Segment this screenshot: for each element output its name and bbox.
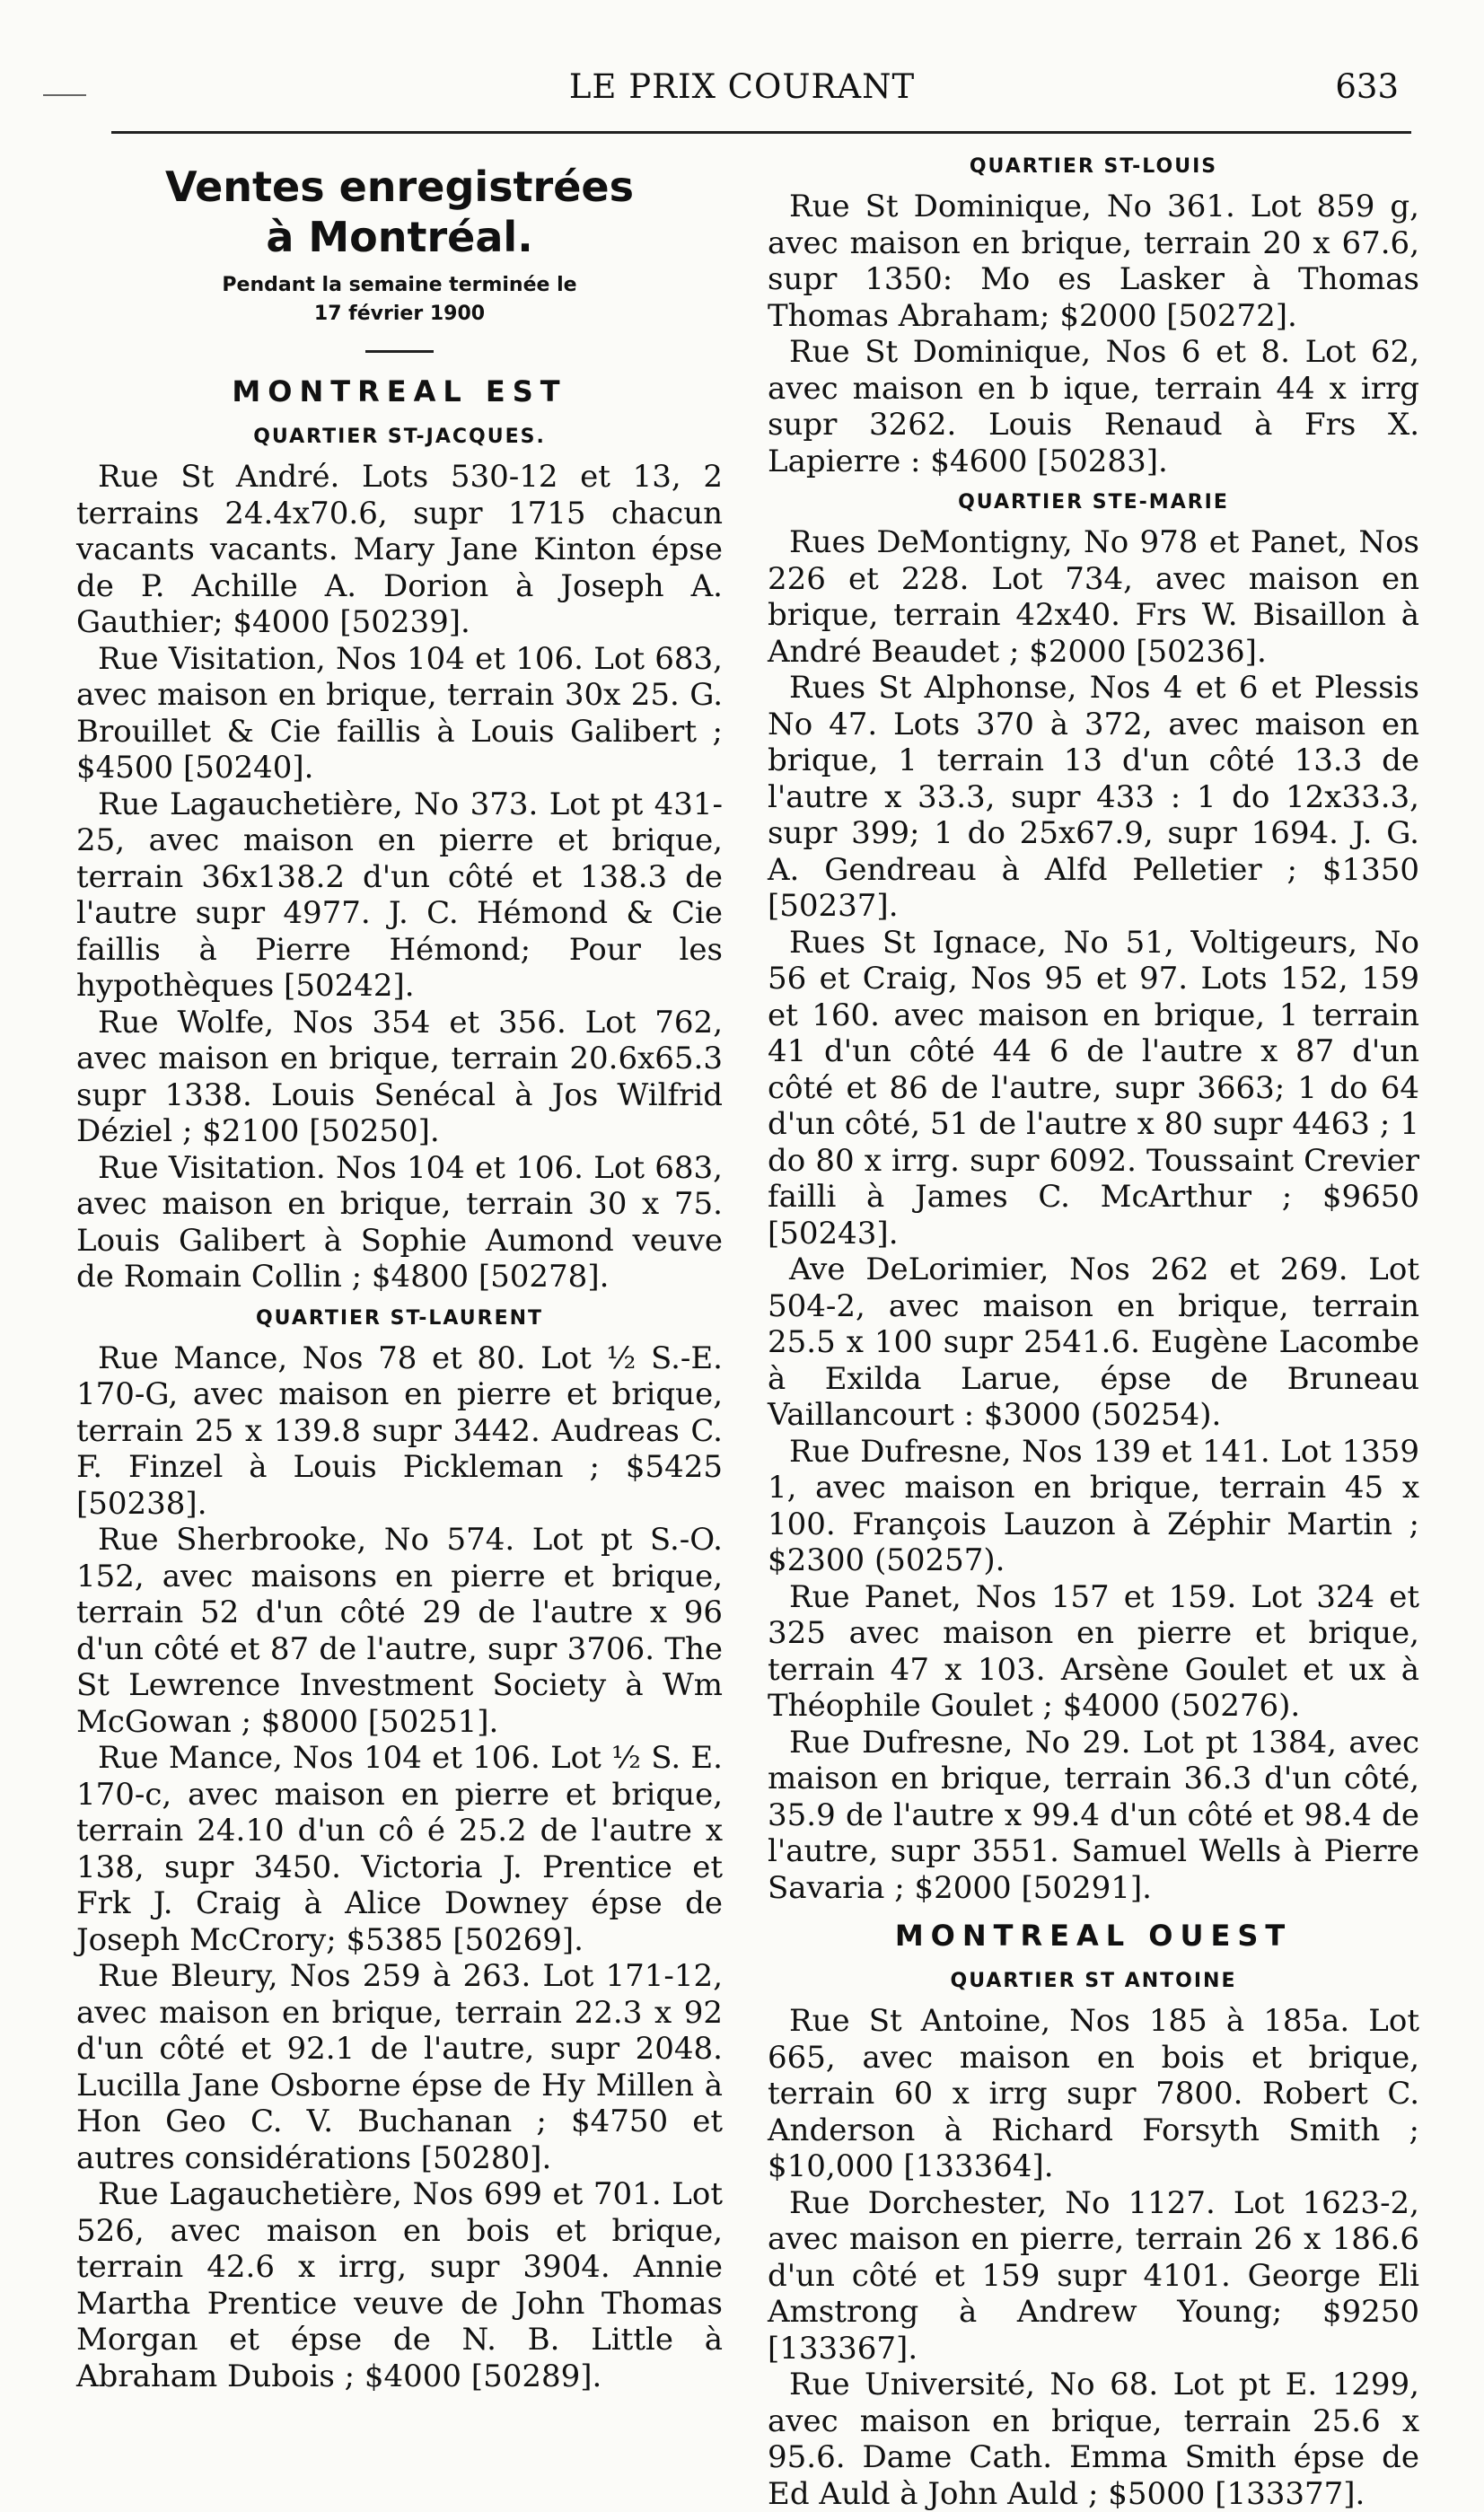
quartier-heading-st-jacques: QUARTIER ST-JACQUES. bbox=[253, 426, 546, 448]
quartier-heading-ste-marie: QUARTIER STE-MARIE bbox=[958, 491, 1229, 514]
week-subtitle bbox=[76, 271, 723, 329]
quartier-heading-st-louis: QUARTIER ST-LOUIS bbox=[969, 155, 1218, 178]
sale-entry: Ave DeLorimier, Nos 262 et 269. Lot 504-2, avec maison en brique, terrain 25.5 x 100 supr 2541.6. Eugène Lacombe à Exilda Larue, épse de Bruneau Vaillancourt : $3000 (50254). bbox=[768, 1252, 1419, 1433]
sale-entry: Rue Bleury, Nos 259 à 263. Lot 171-12, avec maison en brique, terrain 22.3 x 92 d'un côté et 92.1 de l'autre, supr 2048. Lucilla Jane Osborne épse de Hy Millen à Hon Geo C. V. Buchanan ; $4750 et autres considérations [50280]. bbox=[76, 1958, 723, 2176]
sale-entry: Rue Lagauchetière, Nos 699 et 701. Lot 526, avec maison en bois et brique, terrain 42.6 x irrg, supr 3904. Annie Martha Prentice veuve de John Thomas Morgan et épse de N. B. Little à Abraham Dubois ; $4000 [50289]. bbox=[76, 2176, 723, 2394]
sale-entry: Rue Panet, Nos 157 et 159. Lot 324 et 325 avec maison en pierre et brique, terrain 47 x 103. Arsène Goulet et ux à Théophile Goulet ; $4000 (50276). bbox=[768, 1578, 1419, 1724]
quartier-heading-st-antoine: QUARTIER ST ANTOINE bbox=[950, 1970, 1237, 1992]
sale-entry: Rue Lagauchetière, No 373. Lot pt 431-25, avec maison en pierre et brique, terrain 36x138.2 d'un côté et 138.3 de l'autre supr 4977. J. C. Hémond & Cie faillis à Pierre Hémond; Pour les hypothèques [50242]. bbox=[76, 786, 723, 1004]
section-heading-montreal-est: MONTREAL EST bbox=[232, 374, 567, 408]
week-subtitle-line-1: Pendant la semaine terminée le bbox=[222, 274, 577, 296]
title-divider bbox=[365, 350, 434, 353]
left-column bbox=[76, 144, 723, 2394]
section-heading-montreal-ouest: MONTREAL OUEST bbox=[894, 1919, 1293, 1953]
sale-entry: Rue Mance, Nos 78 et 80. Lot ½ S.-E. 170-G, avec maison en pierre et brique, terrain 25 x 139.8 supr 3442. Audreas C. F. Finzel à Louis Pickleman ; $5425 [50238]. bbox=[76, 1339, 723, 1522]
sale-entry: Rue St Dominique, Nos 6 et 8. Lot 62, avec maison en b ique, terrain 44 x irrg supr 3262. Louis Renaud à Frs X. Lapierre : $4600 [50283]. bbox=[768, 334, 1419, 479]
sale-entry: Rue Université, No 68. Lot pt E. 1299, avec maison en brique, terrain 25.6 x 95.6. Dame Cath. Emma Smith épse de Ed Auld à John Auld ; $5000 [133377]. bbox=[768, 2367, 1419, 2512]
sale-entry: Rues St Ignace, No 51, Voltigeurs, No 56 et Craig, Nos 95 et 97. Lots 152, 159 et 160. avec maison en brique, 1 terrain 41 d'un côté 44 6 de l'autre x 87 d'un côté et 86 de l'autre, supr 3663; 1 do 64 d'un côté, 51 de l'autre x 80 supr 4463 ; 1 do 80 x irrg. supr 6092. Toussaint Crevier failli à James C. McArthur ; $9650 [50243]. bbox=[768, 924, 1419, 1252]
right-column bbox=[768, 144, 1419, 2512]
quartier-heading-st-laurent: QUARTIER ST-LAURENT bbox=[255, 1306, 544, 1330]
week-subtitle-line-2: 17 février 1900 bbox=[313, 303, 486, 325]
sale-entry: Rue Sherbrooke, No 574. Lot pt S.-O. 152, avec maisons en pierre et brique, terrain 52 d'un côté 29 de l'autre x 96 d'un côté et 87 de l'autre, supr 3706. The St Lewrence Investment Society à Wm McGowan ; $8000 [50251]. bbox=[76, 1522, 723, 1740]
main-title-line-1: Ventes enregistrées bbox=[165, 162, 634, 211]
sale-entry: Rues DeMontigny, No 978 et Panet, Nos 226 et 228. Lot 734, avec maison en brique, terrain 42x40. Frs W. Bisaillon à André Beaudet ; $2000 [50236]. bbox=[768, 524, 1419, 670]
sale-entry: Rues St Alphonse, Nos 4 et 6 et Plessis No 47. Lots 370 à 372, avec maison en brique, 1 terrain 13 d'un côté 13.3 de l'autre x 33.3, supr 433 : 1 do 12x33.3, supr 399; 1 do 25x67.9, supr 1694. J. G. A. Gendreau à Alfd Pelletier ; $1350 [50237]. bbox=[768, 670, 1419, 924]
sale-entry: Rue St Antoine, Nos 185 à 185a. Lot 665, avec maison en bois et brique, terrain 60 x irrg supr 7800. Robert C. Anderson à Richard Forsyth Smith ; $10,000 [133364]. bbox=[768, 2003, 1419, 2184]
sale-entry: Rue St André. Lots 530-12 et 13, 2 terrains 24.4x70.6, supr 1715 chacun vacants vacants. Mary Jane Kinton épse de P. Achille A. Dorion à Joseph A. Gauthier; $4000 [50239]. bbox=[76, 459, 723, 640]
publication-title: LE PRIX COURANT bbox=[568, 67, 916, 106]
sale-entry: Rue Mance, Nos 104 et 106. Lot ½ S. E. 170-c, avec maison en pierre et brique, terrain 24.10 d'un cô é 25.2 de l'autre x 138, supr 3450. Victoria J. Prentice et Frk J. Craig à Alice Downey épse de Joseph McCrory; $5385 [50269]. bbox=[76, 1740, 723, 1958]
sale-entry: Rue Wolfe, Nos 354 et 356. Lot 762, avec maison en brique, terrain 20.6x65.3 supr 1338. Louis Senécal à Jos Wilfrid Déziel ; $2100 [50250]. bbox=[76, 1004, 723, 1149]
sale-entry: Rue Dufresne, Nos 139 et 141. Lot 1359 1, avec maison en brique, terrain 45 x 100. François Lauzon à Zéphir Martin ; $2300 (50257). bbox=[768, 1433, 1419, 1578]
sale-entry: Rue Visitation. Nos 104 et 106. Lot 683, avec maison en brique, terrain 30 x 75. Louis Galibert à Sophie Aumond veuve de Romain Collin ; $4800 [50278]. bbox=[76, 1149, 723, 1295]
header-rule bbox=[111, 131, 1411, 134]
page-number: 633 bbox=[1335, 67, 1399, 106]
sale-entry: Rue St Dominique, No 361. Lot 859 g, avec maison en brique, terrain 20 x 67.6, supr 1350: Mo es Lasker à Thomas Thomas Abraham; $2000 [50272]. bbox=[768, 189, 1419, 334]
running-head bbox=[0, 67, 1484, 121]
main-title-line-2: à Montréal. bbox=[266, 213, 533, 261]
sale-entry: Rue Dufresne, No 29. Lot pt 1384, avec maison en brique, terrain 36.3 d'un côté, 35.9 de l'autre x 99.4 d'un côté et 98.4 de l'autre, supr 3551. Samuel Wells à Pierre Savaria ; $2000 [50291]. bbox=[768, 1724, 1419, 1906]
sale-entry: Rue Visitation, Nos 104 et 106. Lot 683, avec maison en brique, terrain 30x 25. G. Brouillet & Cie faillis à Louis Galibert ; $4500 [50240]. bbox=[76, 640, 723, 786]
sale-entry: Rue Dorchester, No 1127. Lot 1623-2, avec maison en pierre, terrain 26 x 186.6 d'un côté et 159 supr 4101. George Eli Amstrong à Andrew Young; $9250 [133367]. bbox=[768, 2184, 1419, 2367]
main-title bbox=[76, 162, 723, 262]
